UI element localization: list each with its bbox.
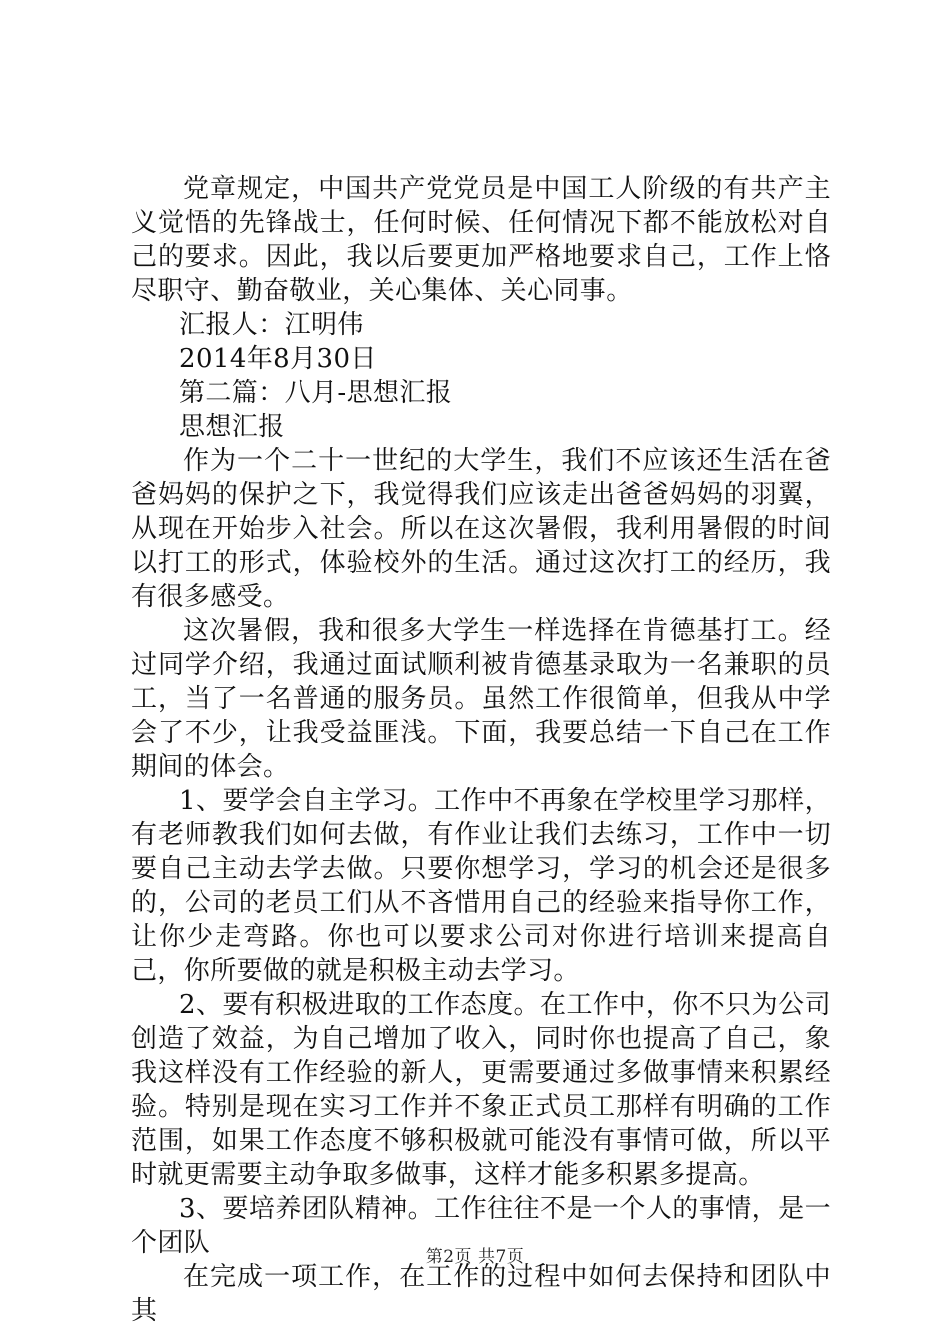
paragraph-point-3: 3、要培养团队精神。工作往往不是一个人的事情，是一个团队: [131, 1194, 831, 1258]
reporter-line: 汇报人：江明伟: [179, 310, 364, 340]
document-body: [131, 172, 831, 1328]
paragraph-teamwork-continuation: 在完成一项工作，在工作的过程中如何去保持和团队中其: [131, 1262, 831, 1326]
paragraph-point-1: 1、要学会自主学习。工作中不再象在学校里学习那样，有老师教我们如何去做，有作业让我们去练习，工作中一切要自己主动去学去做。只要你想学习，学习的机会还是很多的，公司的老员工们从不吝惜用自己的经验来指导你工作，让你少走弯路。你也可以要求公司对你进行培训来提高自己，你所要做的就是积极主动去学习。: [131, 786, 831, 986]
report-title-line: 思想汇报: [179, 412, 285, 442]
paragraph-summer-job: 这次暑假，我和很多大学生一样选择在肯德基打工。经过同学介绍，我通过面试顺利被肯德基录取为一名兼职的员工，当了一名普通的服务员。虽然工作很简单，但我从中学会了不少，让我受益匪浅。下面，我要总结一下自己在工作期间的体会。: [131, 616, 831, 782]
page-number-footer: 第2页 共7页: [425, 1247, 525, 1267]
paragraph-point-2: 2、要有积极进取的工作态度。在工作中，你不只为公司创造了效益，为自己增加了收入，同时你也提高了自己，象我这样没有工作经验的新人，更需要通过多做事情来积累经验。特别是现在实习工作并不象正式员工那样有明确的工作范围，如果工作态度不够积极就可能没有事情可做，所以平时就更需要主动争取多做事，这样才能多积累多提高。: [131, 990, 831, 1190]
date-line: 2014年8月30日: [179, 344, 377, 374]
paragraph-intro: 作为一个二十一世纪的大学生，我们不应该还生活在爸爸妈妈的保护之下，我觉得我们应该走出爸爸妈妈的羽翼，从现在开始步入社会。所以在这次暑假，我利用暑假的时间以打工的形式，体验校外的生活。通过这次打工的经历，我有很多感受。: [131, 446, 831, 612]
paragraph-party-charter: 党章规定，中国共产党党员是中国工人阶级的有共产主义觉悟的先锋战士，任何时候、任何情况下都不能放松对自己的要求。因此，我以后要更加严格地要求自己，工作上恪尽职守、勤奋敬业，关心集体、关心同事。: [131, 174, 831, 306]
section-heading-line: 第二篇：八月-思想汇报: [179, 378, 453, 408]
